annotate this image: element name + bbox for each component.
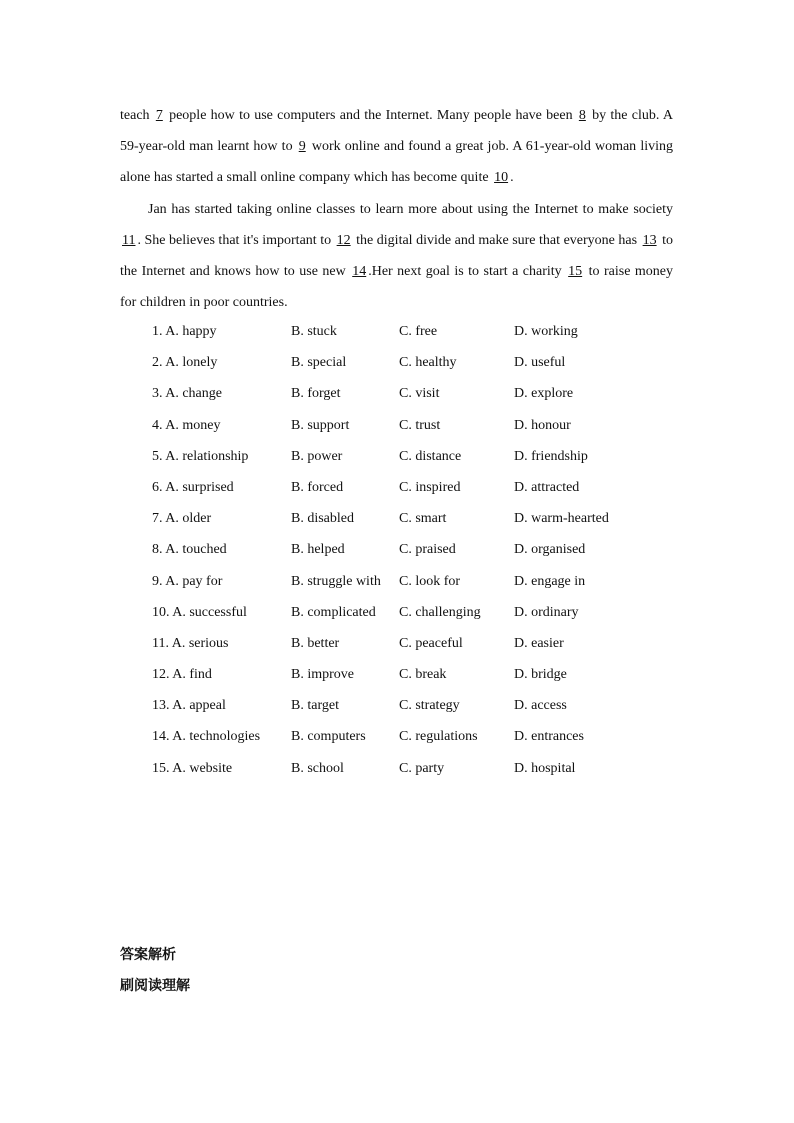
- option-d: D. bridge: [514, 667, 567, 683]
- option-b: B. complicated: [291, 604, 376, 620]
- option-d: D. warm-hearted: [514, 511, 609, 527]
- option-row-6: [152, 472, 672, 503]
- option-d: D. easier: [514, 635, 564, 651]
- text-run: to raise money for children in poor countries.: [120, 264, 674, 311]
- option-c: C. healthy: [399, 355, 457, 371]
- text-run: work online and found a great job. A 61-year-old woman living alone has started a small online company which has become quite: [120, 139, 673, 186]
- option-a: 14. A. technologies: [152, 729, 261, 745]
- blank-11: 11: [122, 232, 136, 248]
- option-a: 6. A. surprised: [152, 479, 234, 495]
- option-c: C. look for: [399, 573, 461, 589]
- blank-13: 13: [642, 232, 657, 248]
- option-d: D. honour: [514, 417, 571, 433]
- text-run: . She believes that it's important to: [137, 232, 335, 248]
- option-a: 8. A. touched: [152, 542, 227, 558]
- option-c: C. praised: [399, 542, 456, 558]
- option-d: D. organised: [514, 542, 586, 558]
- option-b: B. target: [291, 698, 339, 714]
- option-b: B. support: [291, 417, 350, 433]
- option-d: D. ordinary: [514, 604, 579, 620]
- option-row-11: [152, 628, 672, 659]
- option-c: C. inspired: [399, 479, 461, 495]
- options-list: [152, 316, 672, 784]
- option-c: C. break: [399, 667, 447, 683]
- blank-15: 15: [568, 264, 583, 280]
- blank-10: 10: [494, 170, 509, 186]
- option-a: 7. A. older: [152, 511, 212, 527]
- option-a: 13. A. appeal: [152, 698, 226, 714]
- option-d: D. attracted: [514, 479, 580, 495]
- option-c: C. strategy: [399, 698, 460, 714]
- option-d: D. engage in: [514, 573, 586, 589]
- option-b: B. forget: [291, 386, 341, 402]
- blank-8: 8: [578, 108, 586, 123]
- option-d: D. access: [514, 698, 567, 714]
- option-a: 12. A. find: [152, 667, 212, 683]
- option-b: B. improve: [291, 667, 354, 683]
- option-b: B. disabled: [291, 511, 354, 527]
- option-row-13: [152, 690, 672, 721]
- blank-9: 9: [298, 139, 306, 155]
- blank-14: 14: [352, 264, 367, 280]
- option-d: D. friendship: [514, 448, 588, 464]
- reading-practice-heading: 刷阅读理解: [120, 978, 190, 994]
- option-c: C. distance: [399, 448, 462, 464]
- option-c: C. free: [399, 324, 438, 339]
- option-c: C. trust: [399, 417, 441, 433]
- paragraph-1: [120, 100, 673, 194]
- option-row-5: [152, 441, 672, 472]
- option-d: D. hospital: [514, 760, 576, 776]
- answer-analysis-heading: 答案解析: [120, 947, 176, 963]
- option-c: C. smart: [399, 511, 447, 527]
- option-row-14: [152, 721, 672, 752]
- option-a: 9. A. pay for: [152, 573, 223, 589]
- option-row-7: [152, 503, 672, 534]
- option-a: 1. A. happy: [152, 324, 217, 339]
- option-b: B. better: [291, 635, 340, 651]
- option-row-1: [152, 316, 672, 347]
- option-d: D. explore: [514, 386, 574, 402]
- option-c: C. challenging: [399, 604, 481, 620]
- option-b: B. power: [291, 448, 343, 464]
- option-c: C. visit: [399, 386, 440, 402]
- option-row-9: [152, 566, 672, 597]
- option-a: 11. A. serious: [152, 635, 229, 651]
- option-b: B. stuck: [291, 324, 337, 339]
- option-row-10: [152, 597, 672, 628]
- option-a: 2. A. lonely: [152, 355, 218, 371]
- option-b: B. helped: [291, 542, 345, 558]
- text-run: the digital divide and make sure that everyone has: [352, 232, 641, 248]
- option-d: D. entrances: [514, 729, 584, 745]
- option-a: 4. A. money: [152, 417, 221, 433]
- option-a: 15. A. website: [152, 760, 233, 776]
- text-run: to the Internet and knows how to use new: [120, 232, 674, 280]
- blank-7: 7: [155, 108, 163, 123]
- option-row-3: [152, 378, 672, 409]
- text-run: people how to use computers and the Internet. Many people have been: [164, 108, 577, 123]
- paragraph-2: [120, 194, 673, 319]
- option-row-15: [152, 753, 672, 784]
- option-a: 3. A. change: [152, 386, 222, 402]
- option-c: C. peaceful: [399, 635, 463, 651]
- option-b: B. school: [291, 760, 344, 776]
- option-b: B. struggle with: [291, 573, 381, 589]
- blank-12: 12: [336, 232, 351, 248]
- option-row-12: [152, 659, 672, 690]
- option-row-2: [152, 347, 672, 378]
- option-row-4: [152, 410, 672, 441]
- option-a: 10. A. successful: [152, 604, 247, 620]
- option-b: B. computers: [291, 729, 366, 745]
- option-a: 5. A. relationship: [152, 448, 249, 464]
- option-b: B. forced: [291, 479, 344, 495]
- text-run: Jan has started taking online classes to learn more about using the Internet to make society: [148, 201, 673, 217]
- passage-text: [120, 100, 673, 318]
- text-run: .Her next goal is to start a charity: [368, 264, 567, 280]
- option-c: C. party: [399, 760, 445, 776]
- option-b: B. special: [291, 355, 347, 371]
- option-d: D. working: [514, 324, 578, 339]
- option-d: D. useful: [514, 355, 566, 371]
- option-row-8: [152, 534, 672, 565]
- text-run: .: [510, 170, 514, 186]
- option-c: C. regulations: [399, 729, 478, 745]
- text-run: teach: [120, 108, 154, 123]
- text-run: by the club. A 59-year-old man learnt how to: [120, 108, 674, 155]
